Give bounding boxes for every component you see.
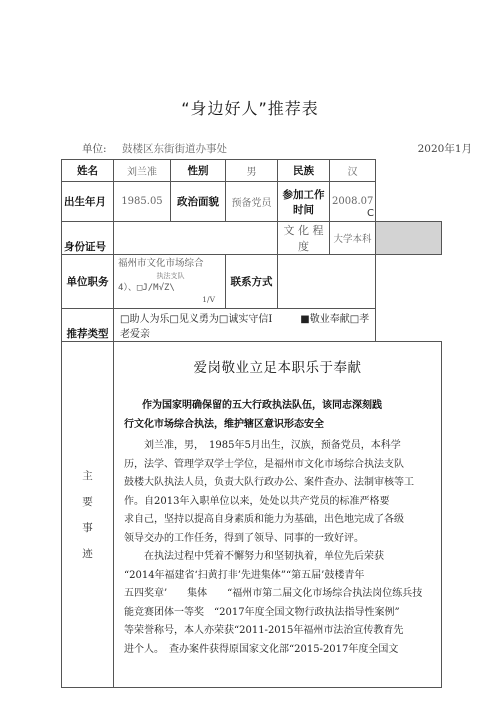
story-lead-line-2: 行文化市场综合执法，维护辖区意识形态安全 xyxy=(124,419,324,430)
ethnicity-label: 民族 xyxy=(278,160,330,182)
story-lead xyxy=(124,396,424,434)
form-date: 2020年1月 xyxy=(417,143,472,155)
contact-value xyxy=(278,255,376,309)
story-line: 刘兰准，男， 1985年5月出生，汉族，预备党员，本科学 xyxy=(144,440,401,451)
work-start-value: 2008.07 xyxy=(330,182,376,222)
page-title: “身边好人”推荐表 xyxy=(181,99,319,118)
rec-type-options-a: □助人为乐□见义勇为□诚实守信I xyxy=(120,314,273,325)
story-line: 求自己，坚持以提高自身素质和能力为基础，出色地完成了各级 xyxy=(124,514,404,525)
ethnicity-value: 汉 xyxy=(330,160,376,182)
political-label: 政治面貌 xyxy=(171,182,226,222)
story-line: 作。自2013年入职单位以来，处处以共产党员的标准严格要 xyxy=(124,495,390,507)
birth-value: 1985.05 xyxy=(114,182,171,222)
political-value: 预备党员 xyxy=(226,182,278,222)
rec-type-options-b: ■敬业奉献□孝老爱亲 xyxy=(120,314,370,340)
unit-value: 鼓楼区东街街道办事处 xyxy=(122,143,227,155)
rec-type-options xyxy=(114,309,376,342)
rec-type-label: 推荐类型 xyxy=(62,309,114,342)
id-label: 身份证号 xyxy=(62,222,114,255)
gender-value: 男 xyxy=(226,160,278,182)
name-label: 姓名 xyxy=(62,160,114,182)
gender-label: 性别 xyxy=(171,160,226,182)
birth-label: 出生年月 xyxy=(62,182,114,222)
blank-cell-2 xyxy=(376,309,442,342)
deeds-label-text: 主 要 事 迹 xyxy=(82,469,93,560)
deeds-content xyxy=(114,342,442,688)
deeds-label xyxy=(62,342,114,688)
job-line-2: 执法支队 xyxy=(156,271,185,280)
grey-block xyxy=(376,222,442,255)
blank-cell xyxy=(376,255,442,309)
story-line: 能竞赛团体一等奖 “2017年度全国文物行政执法指导性案例” xyxy=(124,606,400,618)
name-value: 刘兰准 xyxy=(114,160,171,182)
unit-label: 单位: xyxy=(82,143,107,155)
story-body xyxy=(124,437,424,659)
story-line: 等荣誉称号，本人亦荣获“2011-2015年福州市法治宣传教育先 xyxy=(124,625,404,636)
story-line: 在执法过程中凭着不懈努力和坚韧执着，单位先后荣获 xyxy=(144,551,384,562)
contact-label: 联系方式 xyxy=(226,255,278,309)
story-line: 历，法学、管理学双学士学位，是福州市文化市场综合执法支队 xyxy=(124,458,404,470)
job-line-4: 1/V xyxy=(202,294,215,304)
job-line-1: 福州市文化市场综合 xyxy=(118,257,204,269)
side-mark: C xyxy=(367,208,374,219)
job-label: 单位职务 xyxy=(62,255,114,309)
story-block xyxy=(114,342,441,687)
job-value xyxy=(114,255,226,309)
id-value xyxy=(114,222,278,255)
story-line: 五四奖章’ 集体 “福州市第二届文化市场综合执法岗位练兵技 xyxy=(124,588,423,599)
photo-area xyxy=(376,160,442,222)
edu-label: 文 化 程 度 xyxy=(278,222,330,255)
story-line: 领导交办的工作任务，得到了领导、同事的一致好评。 xyxy=(124,532,364,544)
recommendation-table xyxy=(61,159,442,688)
work-start-label: 参加工作时间 xyxy=(278,182,330,222)
story-lead-line-1: 作为国家明确保留的五大行政执法队伍，该同志深刻践 xyxy=(142,400,382,411)
edu-value: 大学本科 xyxy=(330,222,376,255)
job-line-3: 4）、□J/M√Z\ xyxy=(118,282,175,293)
story-line: 进个人。 查办案件获得原国家文化部“2015-2017年度全国文 xyxy=(124,643,399,655)
story-line: “2014年福建省‘扫黄打非’先进集体”“第五届’鼓楼青年 xyxy=(124,569,365,581)
story-line: 鼓楼大队执法人员，负责大队行政办公、案件查办、法制审核等工 xyxy=(124,477,414,488)
story-title: 爱岗敬业立足本职乐于奉献 xyxy=(193,360,362,376)
